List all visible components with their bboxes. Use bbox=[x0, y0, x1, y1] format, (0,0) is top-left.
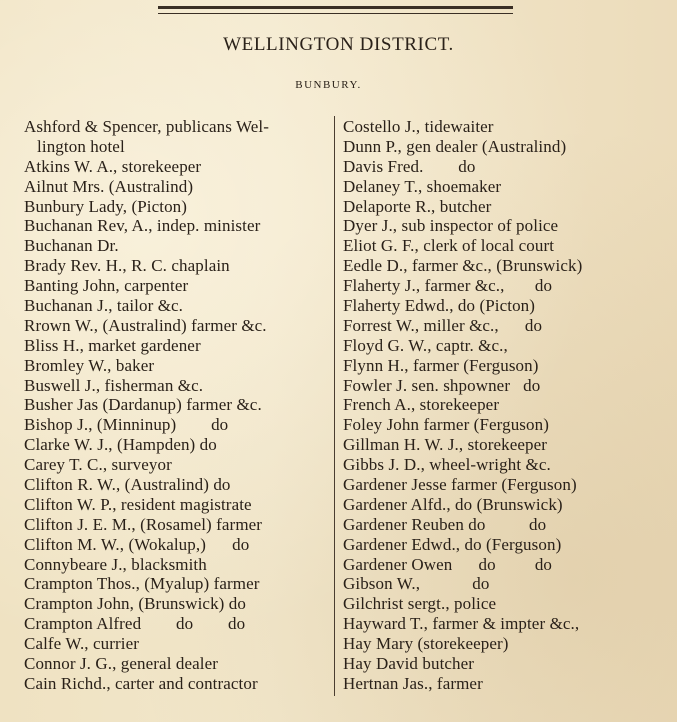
directory-entry: Eedle D., farmer &c., (Brunswick) bbox=[343, 256, 583, 276]
directory-entry: Crampton Alfred do do bbox=[24, 614, 246, 634]
directory-entry: Ailnut Mrs. (Australind) bbox=[24, 176, 194, 196]
directory-entry: Hayward T., farmer & impter &c., bbox=[343, 614, 580, 634]
directory-entry: Connybeare J., blacksmith bbox=[24, 554, 207, 574]
directory-entry: Clarke W. J., (Hampden) do bbox=[24, 435, 217, 455]
directory-entry: Gardener Alfd., do (Brunswick) bbox=[343, 494, 563, 514]
directory-entry: lington hotel bbox=[24, 136, 125, 156]
directory-entry: Connor J. G., general dealer bbox=[24, 654, 218, 674]
directory-entry: Bishop J., (Minninup) do bbox=[24, 415, 229, 435]
directory-entry: Davis Fred. do bbox=[343, 156, 476, 176]
directory-entry: Buswell J., fisherman &c. bbox=[24, 375, 204, 395]
directory-entry: Flynn H., farmer (Ferguson) bbox=[343, 355, 539, 375]
directory-entry: Calfe W., currier bbox=[24, 634, 139, 654]
directory-entry: Rrown W., (Australind) farmer &c. bbox=[24, 315, 267, 335]
directory-entry: Delaporte R., butcher bbox=[343, 196, 492, 216]
directory-entry: Crampton John, (Brunswick) do bbox=[24, 594, 246, 614]
directory-entry: Banting John, carpenter bbox=[24, 276, 189, 296]
directory-entry: Forrest W., miller &c., do bbox=[343, 315, 543, 335]
directory-entry: Clifton R. W., (Australind) do bbox=[24, 475, 231, 495]
directory-entry: Eliot G. F., clerk of local court bbox=[343, 236, 555, 256]
directory-entry: Delaney T., shoemaker bbox=[343, 176, 502, 196]
directory-entry: Ashford & Spencer, publicans Wel- bbox=[24, 117, 270, 136]
directory-entry: Dunn P., gen dealer (Australind) bbox=[343, 136, 567, 156]
directory-entry: Clifton M. W., (Wokalup,) do bbox=[24, 534, 250, 554]
directory-entry: Hay Mary (storekeeper) bbox=[343, 634, 509, 654]
directory-entry: Gardener Reuben do do bbox=[343, 514, 547, 534]
directory-entry: Gardener Owen do do bbox=[343, 554, 553, 574]
directory-entry: Hay David butcher bbox=[343, 654, 475, 674]
directory-entry: Gardener Edwd., do (Ferguson) bbox=[343, 534, 562, 554]
directory-entry: Buchanan Dr. bbox=[24, 236, 119, 256]
directory-entry: Hertnan Jas., farmer bbox=[343, 673, 483, 693]
directory-entry: Gillman H. W. J., storekeeper bbox=[343, 435, 548, 455]
directory-entry: Fowler J. sen. shpowner do bbox=[343, 375, 541, 395]
directory-entry: Brady Rev. H., R. C. chaplain bbox=[24, 256, 230, 276]
directory-entry: Flaherty J., farmer &c., do bbox=[343, 276, 553, 296]
column-divider bbox=[334, 116, 335, 696]
right-column bbox=[343, 117, 643, 694]
top-rule bbox=[158, 0, 513, 9]
directory-entry: Clifton J. E. M., (Rosamel) farmer bbox=[24, 514, 263, 534]
town-heading: BUNBURY. bbox=[295, 79, 362, 91]
directory-entry: Bliss H., market gardener bbox=[24, 335, 201, 355]
directory-entry: Atkins W. A., storekeeper bbox=[24, 156, 202, 176]
directory-entry: Crampton Thos., (Myalup) farmer bbox=[24, 574, 260, 594]
directory-entry: Buchanan Rev, A., indep. minister bbox=[24, 216, 261, 236]
directory-entry: Gardener Jesse farmer (Ferguson) bbox=[343, 475, 577, 495]
directory-entry: Flaherty Edwd., do (Picton) bbox=[343, 296, 536, 316]
directory-entry: Costello J., tidewaiter bbox=[343, 117, 494, 136]
district-title: WELLINGTON DISTRICT. bbox=[223, 34, 454, 55]
directory-entry: Foley John farmer (Ferguson) bbox=[343, 415, 549, 435]
directory-entry: Bromley W., baker bbox=[24, 355, 155, 375]
directory-entry: Cain Richd., carter and contractor bbox=[24, 673, 258, 693]
directory-entry: Gibbs J. D., wheel-wright &c. bbox=[343, 455, 551, 475]
directory-entry: Gilchrist sergt., police bbox=[343, 594, 497, 614]
directory-entry: Gibson W., do bbox=[343, 574, 490, 594]
directory-entry: French A., storekeeper bbox=[343, 395, 500, 415]
directory-entry: Clifton W. P., resident magistrate bbox=[24, 494, 252, 514]
directory-entry: Busher Jas (Dardanup) farmer &c. bbox=[24, 395, 262, 415]
directory-entry: Bunbury Lady, (Picton) bbox=[24, 196, 188, 216]
directory-entry: Carey T. C., surveyor bbox=[24, 455, 172, 475]
directory-entry: Floyd G. W., captr. &c., bbox=[343, 335, 508, 355]
directory-entry: Buchanan J., tailor &c. bbox=[24, 296, 184, 316]
left-column bbox=[24, 117, 332, 694]
directory-entry: Dyer J., sub inspector of police bbox=[343, 216, 559, 236]
